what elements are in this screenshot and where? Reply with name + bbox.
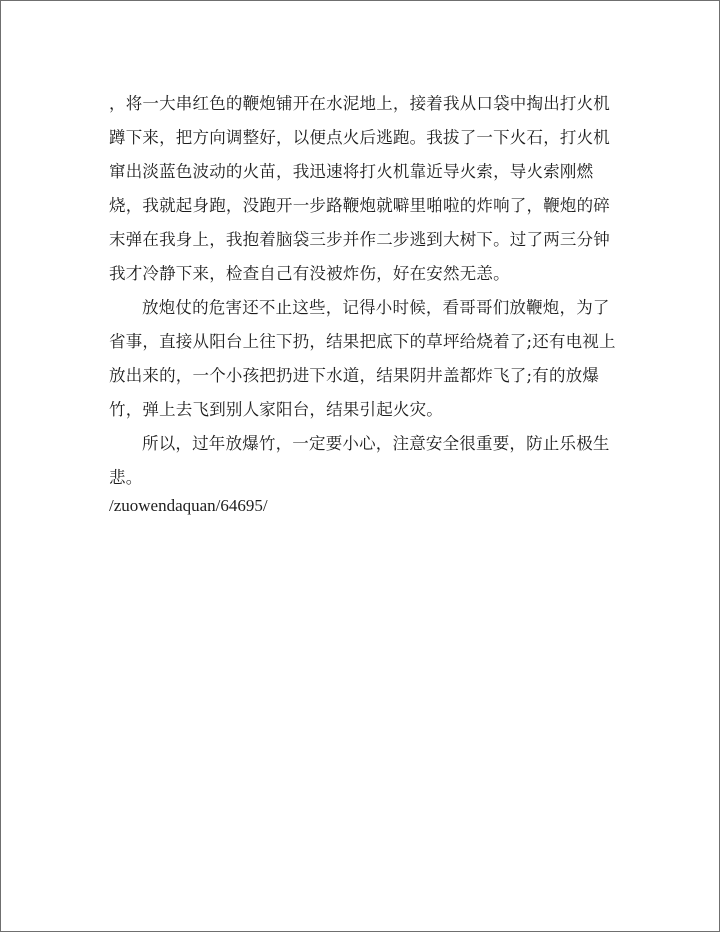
- document-body: [109, 87, 619, 517]
- source-url: /zuowendaquan/64695/: [109, 496, 268, 515]
- paragraph-2: 放炮仗的危害还不止这些，记得小时候，看哥哥们放鞭炮，为了省事，直接从阳台上往下扔，结果把底下的草坪给烧着了;还有电视上放出来的，一个小孩把扔进下水道，结果阴井盖都炸飞了;有的放爆竹，弹上去飞到别人家阳台，结果引起火灾。: [109, 298, 616, 419]
- paragraph-1: ，将一大串红色的鞭炮铺开在水泥地上，接着我从口袋中掏出打火机蹲下来，把方向调整好，以便点火后逃跑。我拔了一下火石，打火机窜出淡蓝色波动的火苗，我迅速将打火机靠近导火索，导火索刚燃烧，我就起身跑，没跑开一步路鞭炮就噼里啪啦的炸响了，鞭炮的碎末弹在我身上，我抱着脑袋三步并作二步逃到大树下。过了两三分钟我才冷静下来，检查自己有没被炸伤，好在安然无恙。: [109, 94, 610, 283]
- paragraph-3: 所以，过年放爆竹，一定要小心，注意安全很重要，防止乐极生悲。: [109, 434, 610, 487]
